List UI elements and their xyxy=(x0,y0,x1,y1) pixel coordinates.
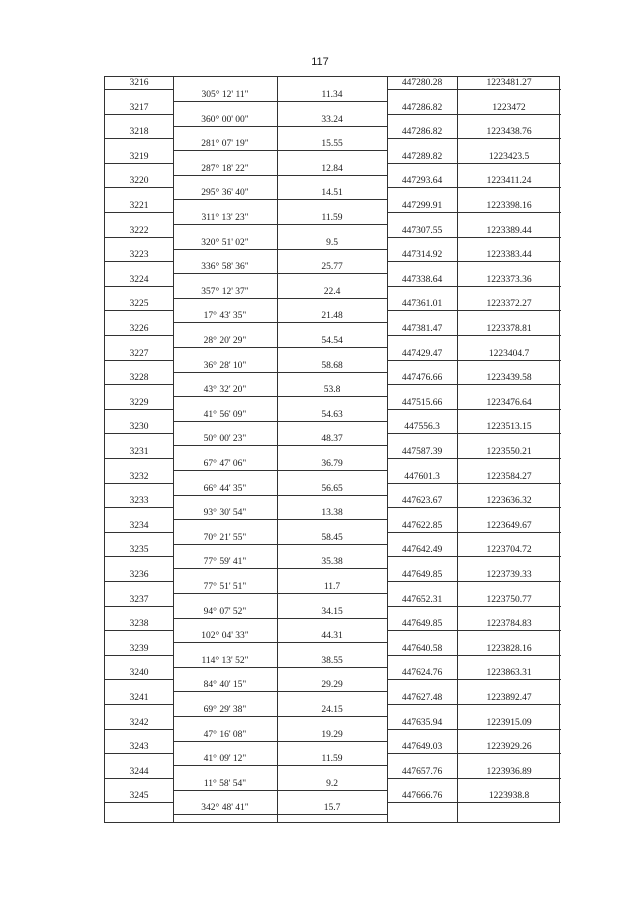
coordinate-x: 447649.85 xyxy=(387,570,457,582)
bearing-angle: 70° 21' 55" xyxy=(173,533,277,545)
bearing-angle: 287° 18' 22" xyxy=(173,164,277,176)
coordinate-x: 447624.76 xyxy=(387,668,457,680)
bearing-angle: 11° 58' 54" xyxy=(173,779,277,791)
point-id: 3239 xyxy=(105,644,173,656)
coordinate-y: 1223550.21 xyxy=(457,447,561,459)
coordinate-y: 1223373.36 xyxy=(457,275,561,287)
coordinate-x: 447556.3 xyxy=(387,422,457,434)
coordinate-y: 1223929.26 xyxy=(457,742,561,754)
coordinate-x: 447642.49 xyxy=(387,545,457,557)
segment-distance: 53.8 xyxy=(277,385,387,397)
bearing-angle: 342° 48' 41" xyxy=(173,803,277,815)
coordinate-y: 1223584.27 xyxy=(457,472,561,484)
segment-distance: 48.37 xyxy=(277,434,387,446)
point-id: 3235 xyxy=(105,545,173,557)
coordinate-y: 1223936.89 xyxy=(457,767,561,779)
coordinate-y: 1223378.81 xyxy=(457,324,561,336)
coordinate-x: 447289.82 xyxy=(387,152,457,164)
coordinate-x: 447286.82 xyxy=(387,103,457,115)
coordinate-y: 1223649.67 xyxy=(457,521,561,533)
page-number: 117 xyxy=(311,56,329,68)
segment-distance: 11.59 xyxy=(277,213,387,225)
bearing-angle: 47° 16' 08" xyxy=(173,730,277,742)
coordinate-y: 1223404.7 xyxy=(457,349,561,361)
point-id: 3233 xyxy=(105,496,173,508)
bearing-angle: 360° 00' 00" xyxy=(173,115,277,127)
segment-distance: 29.29 xyxy=(277,680,387,692)
coordinate-x: 447476.66 xyxy=(387,373,457,385)
bearing-angle: 17° 43' 35" xyxy=(173,311,277,323)
coordinate-y: 1223481.27 xyxy=(457,78,561,90)
coordinate-x: 447314.92 xyxy=(387,250,457,262)
segment-distance: 9.2 xyxy=(277,779,387,791)
coordinate-y: 1223438.76 xyxy=(457,127,561,139)
coordinate-x: 447622.85 xyxy=(387,521,457,533)
coordinate-y: 1223784.83 xyxy=(457,619,561,631)
bearing-angle: 69° 29' 38" xyxy=(173,705,277,717)
segment-distance: 24.15 xyxy=(277,705,387,717)
coordinate-y: 1223750.77 xyxy=(457,595,561,607)
point-id: 3243 xyxy=(105,742,173,754)
point-id: 3224 xyxy=(105,275,173,287)
bearing-angle: 114° 13' 52" xyxy=(173,656,277,668)
point-id: 3221 xyxy=(105,201,173,213)
coordinate-y: 1223915.09 xyxy=(457,718,561,730)
bearing-angle: 305° 12' 11" xyxy=(173,90,277,102)
bearing-angle: 41° 09' 12" xyxy=(173,754,277,766)
point-id: 3217 xyxy=(105,103,173,115)
segment-distance: 33.24 xyxy=(277,115,387,127)
point-id: 3242 xyxy=(105,718,173,730)
segment-distance: 13.38 xyxy=(277,508,387,520)
bearing-angle: 66° 44' 35" xyxy=(173,484,277,496)
segment-distance: 9.5 xyxy=(277,238,387,250)
segment-distance: 25.77 xyxy=(277,262,387,274)
coordinate-y: 1223476.64 xyxy=(457,398,561,410)
coordinate-y: 1223383.44 xyxy=(457,250,561,262)
coordinate-x: 447627.48 xyxy=(387,693,457,705)
coordinate-y: 1223938.8 xyxy=(457,791,561,803)
coordinate-y: 1223398.16 xyxy=(457,201,561,213)
segment-distance: 15.55 xyxy=(277,139,387,151)
segment-distance: 22.4 xyxy=(277,287,387,299)
bearing-angle: 320° 51' 02" xyxy=(173,238,277,250)
coordinate-x: 447515.66 xyxy=(387,398,457,410)
coordinate-y: 1223411.24 xyxy=(457,176,561,188)
coordinate-x: 447293.64 xyxy=(387,176,457,188)
coordinate-y: 1223636.32 xyxy=(457,496,561,508)
point-id: 3241 xyxy=(105,693,173,705)
point-id: 3218 xyxy=(105,127,173,139)
point-id: 3231 xyxy=(105,447,173,459)
point-id: 3230 xyxy=(105,422,173,434)
point-id: 3244 xyxy=(105,767,173,779)
bearing-angle: 28° 20' 29" xyxy=(173,336,277,348)
segment-distance: 11.7 xyxy=(277,582,387,594)
segment-distance: 21.48 xyxy=(277,311,387,323)
segment-distance: 14.51 xyxy=(277,188,387,200)
coordinate-y: 1223372.27 xyxy=(457,299,561,311)
point-id: 3227 xyxy=(105,349,173,361)
segment-distance: 19.29 xyxy=(277,730,387,742)
segment-distance: 34.15 xyxy=(277,607,387,619)
segment-distance: 54.63 xyxy=(277,410,387,422)
point-id: 3234 xyxy=(105,521,173,533)
coordinate-y: 1223704.72 xyxy=(457,545,561,557)
coordinate-y: 1223739.33 xyxy=(457,570,561,582)
segment-distance: 35.38 xyxy=(277,557,387,569)
bearing-angle: 77° 51' 51" xyxy=(173,582,277,594)
point-id: 3236 xyxy=(105,570,173,582)
coordinate-x: 447280.28 xyxy=(387,78,457,90)
point-id: 3216 xyxy=(105,78,173,90)
point-id: 3228 xyxy=(105,373,173,385)
bearing-angle: 77° 59' 41" xyxy=(173,557,277,569)
bearing-angle: 41° 56' 09" xyxy=(173,410,277,422)
point-id: 3232 xyxy=(105,472,173,484)
bearing-angle: 84° 40' 15" xyxy=(173,680,277,692)
point-id: 3226 xyxy=(105,324,173,336)
point-id: 3223 xyxy=(105,250,173,262)
coordinate-x: 447640.58 xyxy=(387,644,457,656)
point-id: 3220 xyxy=(105,176,173,188)
coordinate-x: 447635.94 xyxy=(387,718,457,730)
segment-distance: 15.7 xyxy=(277,803,387,815)
point-id: 3245 xyxy=(105,791,173,803)
bearing-angle: 281° 07' 19" xyxy=(173,139,277,151)
coordinate-x: 447657.76 xyxy=(387,767,457,779)
segment-distance: 11.59 xyxy=(277,754,387,766)
bearing-angle: 36° 28' 10" xyxy=(173,361,277,373)
segment-distance: 58.68 xyxy=(277,361,387,373)
bearing-angle: 311° 13' 23" xyxy=(173,213,277,225)
coordinate-x: 447601.3 xyxy=(387,472,457,484)
segment-distance: 56.65 xyxy=(277,484,387,496)
bearing-angle: 94° 07' 52" xyxy=(173,607,277,619)
coordinate-x: 447649.03 xyxy=(387,742,457,754)
coordinate-x: 447623.67 xyxy=(387,496,457,508)
coordinate-x: 447587.39 xyxy=(387,447,457,459)
bearing-angle: 295° 36' 40" xyxy=(173,188,277,200)
point-id: 3240 xyxy=(105,668,173,680)
segment-distance: 44.31 xyxy=(277,631,387,643)
coordinate-x: 447286.82 xyxy=(387,127,457,139)
segment-distance: 12.84 xyxy=(277,164,387,176)
coordinate-y: 1223389.44 xyxy=(457,226,561,238)
bearing-angle: 67° 47' 06" xyxy=(173,459,277,471)
bearing-angle: 357° 12' 37" xyxy=(173,287,277,299)
coordinate-y: 1223513.15 xyxy=(457,422,561,434)
coordinate-y: 1223472 xyxy=(457,103,561,115)
coordinate-y: 1223439.58 xyxy=(457,373,561,385)
segment-distance: 38.55 xyxy=(277,656,387,668)
segment-distance: 54.54 xyxy=(277,336,387,348)
bearing-angle: 93° 30' 54" xyxy=(173,508,277,520)
bearing-angle: 43° 32' 20" xyxy=(173,385,277,397)
point-id: 3219 xyxy=(105,152,173,164)
bearing-angle: 102° 04' 33" xyxy=(173,631,277,643)
coordinate-y: 1223828.16 xyxy=(457,644,561,656)
segment-distance: 58.45 xyxy=(277,533,387,545)
coordinate-x: 447666.76 xyxy=(387,791,457,803)
point-id: 3237 xyxy=(105,595,173,607)
coordinate-x: 447338.64 xyxy=(387,275,457,287)
coordinate-y: 1223863.31 xyxy=(457,668,561,680)
coordinate-x: 447649.85 xyxy=(387,619,457,631)
coordinate-x: 447381.47 xyxy=(387,324,457,336)
coordinate-x: 447361.01 xyxy=(387,299,457,311)
point-id: 3225 xyxy=(105,299,173,311)
coordinate-y: 1223892.47 xyxy=(457,693,561,705)
coordinate-x: 447652.31 xyxy=(387,595,457,607)
point-id: 3229 xyxy=(105,398,173,410)
coordinate-x: 447429.47 xyxy=(387,349,457,361)
bearing-angle: 336° 58' 36" xyxy=(173,262,277,274)
coordinate-table xyxy=(104,76,560,823)
point-id: 3222 xyxy=(105,226,173,238)
coordinate-x: 447307.55 xyxy=(387,226,457,238)
point-id: 3238 xyxy=(105,619,173,631)
bearing-angle: 50° 00' 23" xyxy=(173,434,277,446)
segment-distance: 36.79 xyxy=(277,459,387,471)
coordinate-y: 1223423.5 xyxy=(457,152,561,164)
coordinate-x: 447299.91 xyxy=(387,201,457,213)
segment-distance: 11.34 xyxy=(277,90,387,102)
